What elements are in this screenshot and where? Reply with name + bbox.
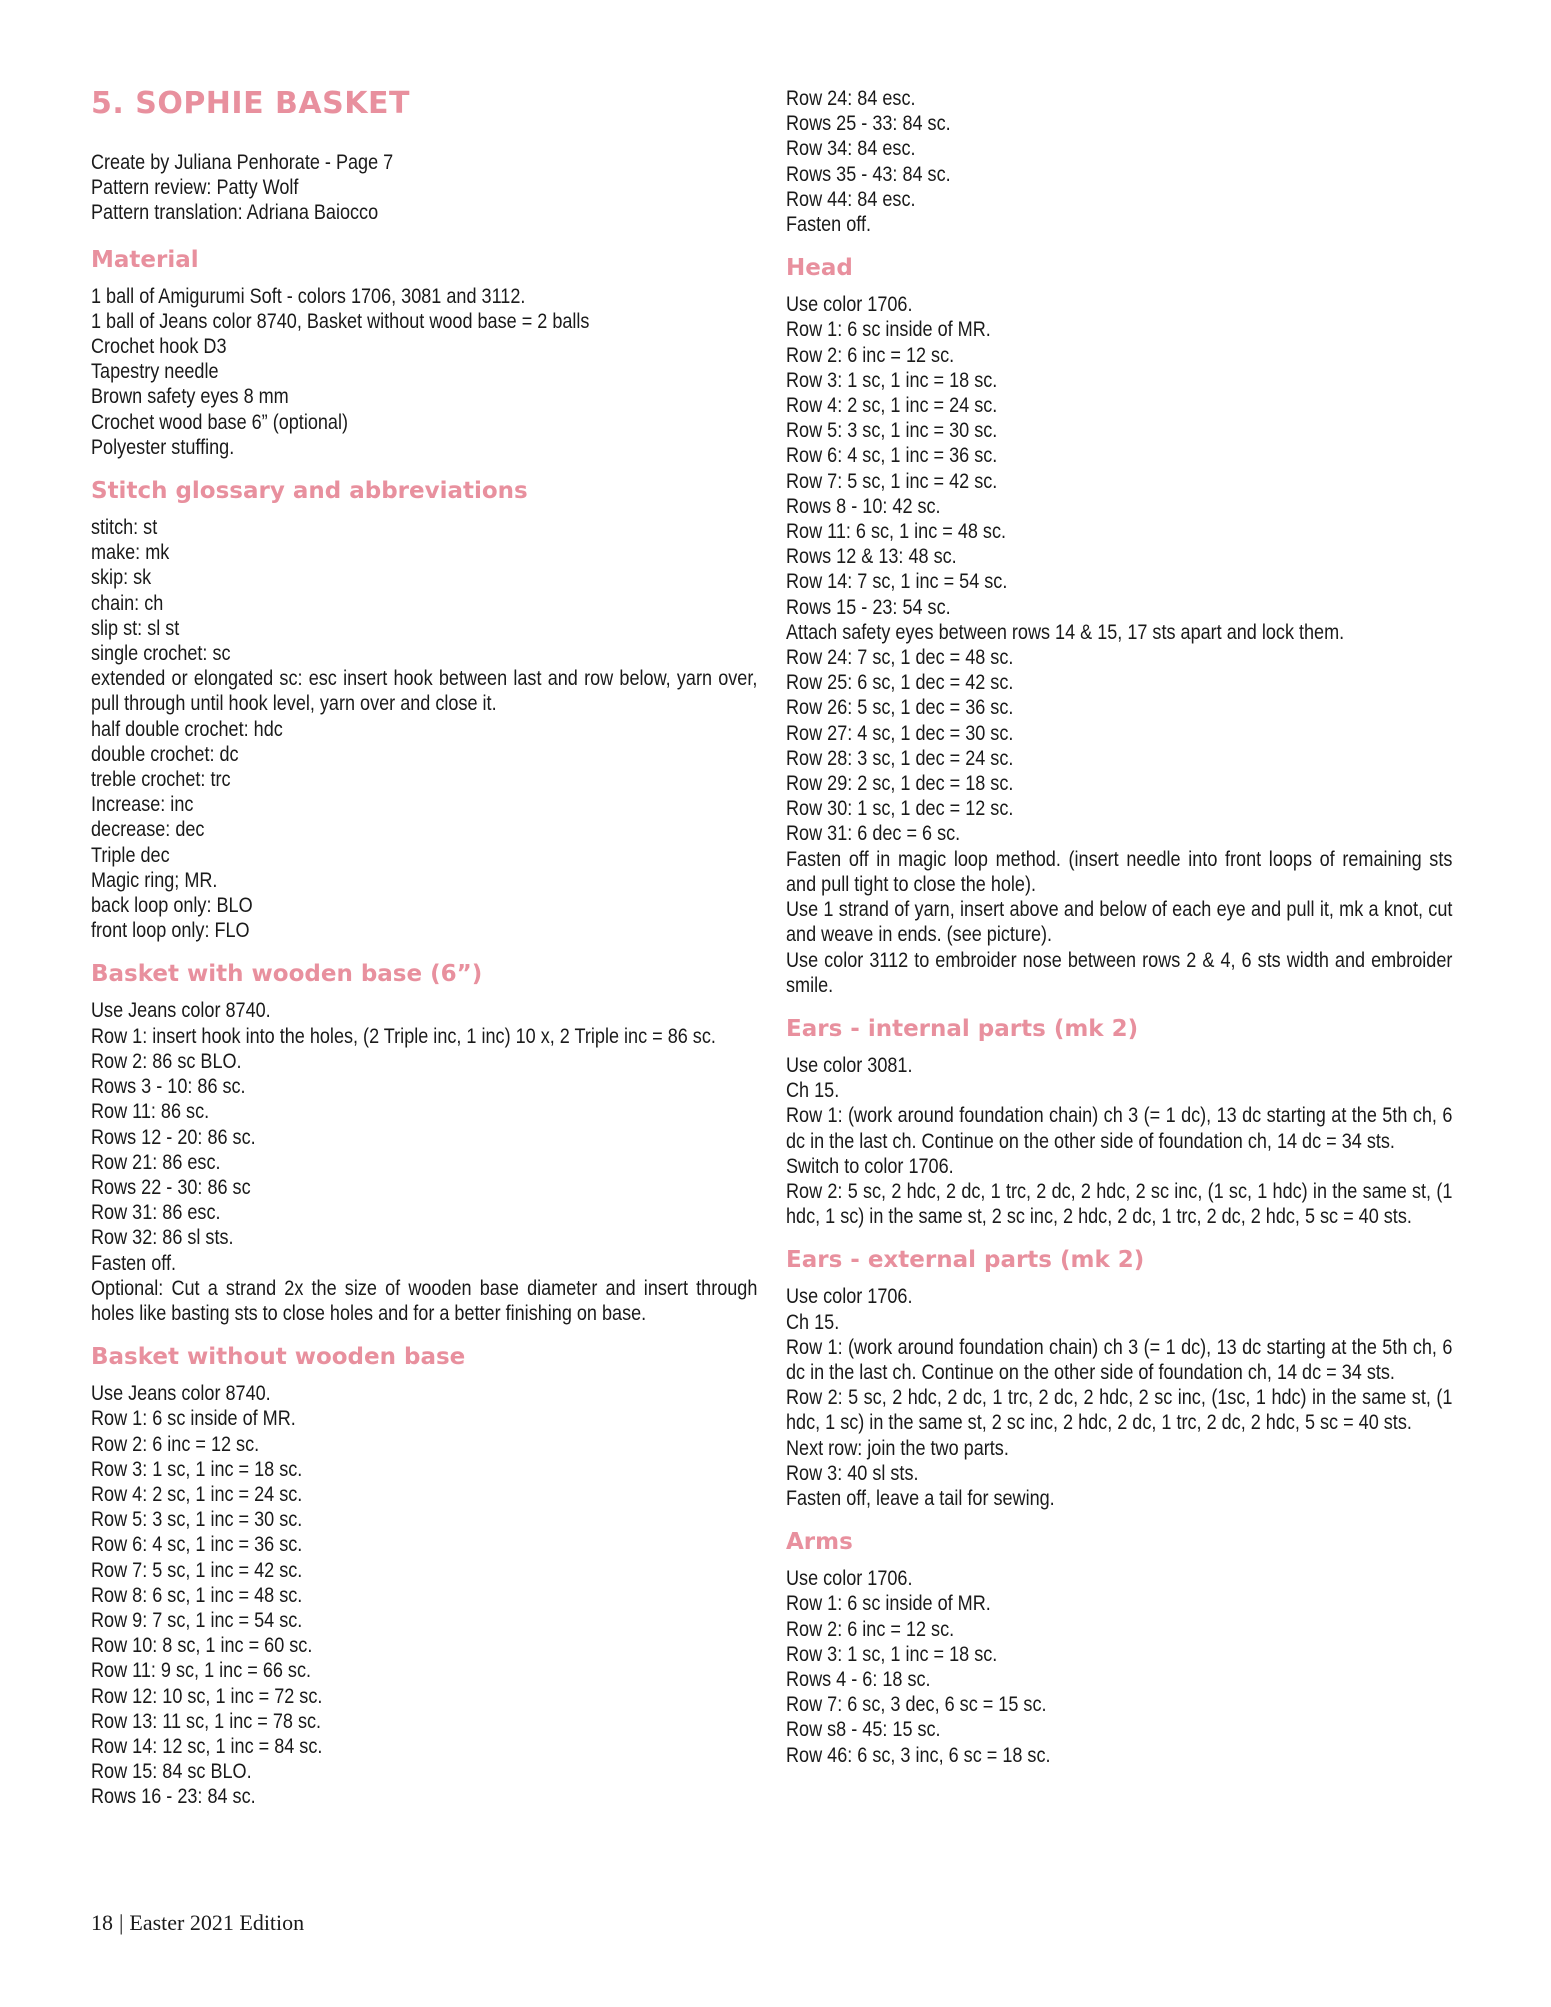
head-section xyxy=(786,254,1454,998)
arms-line: Row s8 - 45: 15 sc. xyxy=(786,1718,941,1742)
head-line: Rows 15 - 23: 54 sc. xyxy=(786,595,951,619)
basket-without-line: Use Jeans color 8740. xyxy=(91,1382,271,1406)
head-line: Row 14: 7 sc, 1 inc = 54 sc. xyxy=(786,570,1008,594)
glossary-line: Triple dec xyxy=(91,843,170,867)
basket-without-line: Row 2: 6 inc = 12 sc. xyxy=(91,1432,260,1456)
basket-without-line: Row 9: 7 sc, 1 inc = 54 sc. xyxy=(91,1608,303,1632)
head-line: Row 31: 6 dec = 6 sc. xyxy=(786,822,961,846)
head-nose: Use color 3112 to embroider nose between rows 2 & 4, 6 sts width and embroider smile. xyxy=(786,948,1453,997)
head-line: Row 27: 4 sc, 1 dec = 30 sc. xyxy=(786,721,1014,745)
head-line: Row 25: 6 sc, 1 dec = 42 sc. xyxy=(786,671,1014,695)
ears-external-line: Fasten off, leave a tail for sewing. xyxy=(786,1486,1055,1510)
basket-wooden-line: Row 32: 86 sl sts. xyxy=(91,1226,234,1250)
glossary-section xyxy=(91,477,759,943)
basket-without-line: Row 12: 10 sc, 1 inc = 72 sc. xyxy=(91,1684,323,1708)
head-fasten: Fasten off in magic loop method. (insert needle into front loops of remaining sts and pull tight to close the hole). xyxy=(786,847,1453,896)
glossary-line: slip st: sl st xyxy=(91,616,180,640)
basket-without-line: Row 8: 6 sc, 1 inc = 48 sc. xyxy=(91,1583,303,1607)
basket-without-line: Row 14: 12 sc, 1 inc = 84 sc. xyxy=(91,1734,323,1758)
head-line: Row 24: 7 sc, 1 dec = 48 sc. xyxy=(786,646,1014,670)
arms-line: Use color 1706. xyxy=(786,1567,913,1591)
arms-line: Row 3: 1 sc, 1 inc = 18 sc. xyxy=(786,1642,998,1666)
arms-line: Row 1: 6 sc inside of MR. xyxy=(786,1592,991,1616)
arms-section xyxy=(786,1528,1454,1768)
basket-without-line: Row 6: 4 sc, 1 inc = 36 sc. xyxy=(91,1533,303,1557)
glossary-line: treble crochet: trc xyxy=(91,768,231,792)
basket-wooden-line: Row 11: 86 sc. xyxy=(91,1100,210,1124)
basket-cont-line: Rows 35 - 43: 84 sc. xyxy=(786,162,951,186)
head-strand: Use 1 strand of yarn, insert above and below of each eye and pull it, mk a knot, cut and weave in ends. (see picture). xyxy=(786,898,1453,947)
right-column xyxy=(786,86,1454,1785)
basket-wooden-heading: Basket with wooden base (6”) xyxy=(91,961,483,988)
head-line: Row 28: 3 sc, 1 dec = 24 sc. xyxy=(786,746,1014,770)
basket-without-line: Row 15: 84 sc BLO. xyxy=(91,1760,252,1784)
basket-wooden-line: Rows 12 - 20: 86 sc. xyxy=(91,1125,256,1149)
material-line: Brown safety eyes 8 mm xyxy=(91,385,289,409)
material-line: Tapestry needle xyxy=(91,360,219,384)
glossary-line: Increase: inc xyxy=(91,793,194,817)
head-line: Row 5: 3 sc, 1 inc = 30 sc. xyxy=(786,419,998,443)
head-line: Row 11: 6 sc, 1 inc = 48 sc. xyxy=(786,520,1007,544)
left-column xyxy=(91,84,759,1827)
arms-heading: Arms xyxy=(786,1529,853,1556)
material-line: 1 ball of Amigurumi Soft - colors 1706, 3081 and 3112. xyxy=(91,284,526,308)
basket-without-line: Row 1: 6 sc inside of MR. xyxy=(91,1407,296,1431)
page-title: 5. SOPHIE BASKET xyxy=(91,86,410,121)
ears-internal-row2: Row 2: 5 sc, 2 hdc, 2 dc, 1 trc, 2 dc, 2 hdc, 2 sc inc, (1 sc, 1 hdc) in the same st, (1 hdc, 1 sc) in the same st, 2 sc inc, 2 hdc, 2 dc, 1 trc, 2 dc, 2 hdc, 5 sc = 40 sts. xyxy=(786,1179,1453,1229)
basket-without-line: Row 4: 2 sc, 1 inc = 24 sc. xyxy=(91,1482,303,1506)
basket-wooden-line: Row 21: 86 esc. xyxy=(91,1150,221,1174)
basket-without-section xyxy=(91,1343,759,1809)
ears-external-line: Next row: join the two parts. xyxy=(786,1436,1009,1460)
basket-cont-line: Rows 25 - 33: 84 sc. xyxy=(786,112,951,136)
basket-cont-line: Fasten off. xyxy=(786,213,872,237)
basket-continued xyxy=(786,86,1454,237)
head-line: Use color 1706. xyxy=(786,293,913,317)
basket-wooden-line: Row 2: 86 sc BLO. xyxy=(91,1049,242,1073)
material-line: Crochet wood base 6” (optional) xyxy=(91,410,349,434)
ears-external-line: Row 3: 40 sl sts. xyxy=(786,1461,919,1485)
arms-line: Row 7: 6 sc, 3 dec, 6 sc = 15 sc. xyxy=(786,1693,1047,1717)
basket-without-line: Row 5: 3 sc, 1 inc = 30 sc. xyxy=(91,1508,303,1532)
arms-line: Rows 4 - 6: 18 sc. xyxy=(786,1667,931,1691)
glossary-line: front loop only: FLO xyxy=(91,919,250,943)
basket-cont-line: Row 34: 84 esc. xyxy=(786,137,916,161)
glossary-line: skip: sk xyxy=(91,566,152,590)
edition-label: Easter 2021 Edition xyxy=(129,1910,305,1935)
basket-without-line: Row 7: 5 sc, 1 inc = 42 sc. xyxy=(91,1558,303,1582)
ears-internal-section xyxy=(786,1015,1454,1229)
basket-wooden-optional: Optional: Cut a strand 2x the size of wooden base diameter and insert through holes like basting sts to close holes and for a better finishing on base. xyxy=(91,1276,758,1325)
ears-external-line: Ch 15. xyxy=(786,1310,840,1334)
basket-cont-line: Row 24: 84 esc. xyxy=(786,87,916,110)
material-heading: Material xyxy=(91,246,199,273)
page-footer xyxy=(91,1910,304,1936)
arms-line: Row 46: 6 sc, 3 inc, 6 sc = 18 sc. xyxy=(786,1743,1051,1767)
basket-wooden-line: Rows 3 - 10: 86 sc. xyxy=(91,1075,246,1099)
basket-wooden-section xyxy=(91,960,759,1326)
glossary-line: back loop only: BLO xyxy=(91,894,253,918)
ears-internal-line: Use color 3081. xyxy=(786,1053,913,1077)
material-line: Crochet hook D3 xyxy=(91,335,227,359)
basket-wooden-line: Use Jeans color 8740. xyxy=(91,999,271,1023)
basket-wooden-row1: Row 1: insert hook into the holes, (2 Triple inc, 1 inc) 10 x, 2 Triple inc = 86 sc. xyxy=(91,1024,716,1048)
head-line: Rows 8 - 10: 42 sc. xyxy=(786,494,941,518)
head-line: Rows 12 & 13: 48 sc. xyxy=(786,545,957,569)
basket-without-line: Row 3: 1 sc, 1 inc = 18 sc. xyxy=(91,1457,303,1481)
head-line: Row 4: 2 sc, 1 inc = 24 sc. xyxy=(786,394,998,418)
basket-without-line: Row 10: 8 sc, 1 inc = 60 sc. xyxy=(91,1634,313,1658)
ears-external-section xyxy=(786,1246,1454,1511)
head-line: Attach safety eyes between rows 14 & 15, 17 sts apart and lock them. xyxy=(786,620,1345,644)
glossary-line: stitch: st xyxy=(91,516,158,540)
glossary-line: make: mk xyxy=(91,541,170,565)
basket-wooden-line: Fasten off. xyxy=(91,1251,177,1275)
head-line: Row 3: 1 sc, 1 inc = 18 sc. xyxy=(786,368,998,392)
head-line: Row 26: 5 sc, 1 dec = 36 sc. xyxy=(786,696,1014,720)
head-line: Row 7: 5 sc, 1 inc = 42 sc. xyxy=(786,469,998,493)
credit-review: Pattern review: Patty Wolf xyxy=(91,176,299,200)
ears-internal-heading: Ears - internal parts (mk 2) xyxy=(786,1015,1139,1042)
glossary-line: chain: ch xyxy=(91,591,164,615)
basket-without-line: Rows 16 - 23: 84 sc. xyxy=(91,1785,256,1809)
material-line: 1 ball of Jeans color 8740, Basket without wood base = 2 balls xyxy=(91,309,590,333)
glossary-line: half double crochet: hdc xyxy=(91,717,283,741)
glossary-line: Magic ring; MR. xyxy=(91,868,218,892)
basket-without-heading: Basket without wooden base xyxy=(91,1344,466,1371)
head-line: Row 29: 2 sc, 1 dec = 18 sc. xyxy=(786,772,1014,796)
ears-external-row2: Row 2: 5 sc, 2 hdc, 2 dc, 1 trc, 2 dc, 2 hdc, 2 sc inc, (1sc, 1 hdc) in the same st, (1 hdc, 1 sc) in the same st, 2 sc inc, 2 hdc, 2 dc, 1 trc, 2 dc, 2 hdc, 5 sc = 40 sts. xyxy=(786,1386,1453,1435)
basket-wooden-line: Rows 22 - 30: 86 sc xyxy=(91,1175,251,1199)
head-heading: Head xyxy=(786,255,853,282)
page-number: 18 xyxy=(91,1910,113,1935)
head-line: Row 1: 6 sc inside of MR. xyxy=(786,318,991,342)
credit-author: Create by Juliana Penhorate - Page 7 xyxy=(91,151,394,174)
basket-cont-line: Row 44: 84 esc. xyxy=(786,187,916,211)
ears-external-line: Use color 1706. xyxy=(786,1285,913,1309)
ears-external-heading: Ears - external parts (mk 2) xyxy=(786,1247,1145,1274)
ears-internal-switch: Switch to color 1706. xyxy=(786,1154,954,1178)
head-line: Row 2: 6 inc = 12 sc. xyxy=(786,343,955,367)
ears-internal-row1: Row 1: (work around foundation chain) ch 3 (= 1 dc), 13 dc starting at the 5th ch, 6 dc in the last ch. Continue on the other side of foundation ch, 14 dc = 34 sts. xyxy=(786,1104,1453,1153)
footer-separator: | xyxy=(119,1910,124,1935)
credits xyxy=(91,150,759,226)
arms-line: Row 2: 6 inc = 12 sc. xyxy=(786,1617,955,1641)
basket-without-line: Row 11: 9 sc, 1 inc = 66 sc. xyxy=(91,1659,312,1683)
material-section xyxy=(91,246,759,460)
ears-internal-line: Ch 15. xyxy=(786,1079,840,1103)
glossary-line: decrease: dec xyxy=(91,818,205,842)
glossary-line: double crochet: dc xyxy=(91,742,239,766)
glossary-line: single crochet: sc xyxy=(91,642,231,666)
head-line: Row 30: 1 sc, 1 dec = 12 sc. xyxy=(786,797,1014,821)
glossary-heading: Stitch glossary and abbreviations xyxy=(91,478,528,505)
material-line: Polyester stuffing. xyxy=(91,435,235,459)
basket-wooden-line: Row 31: 86 esc. xyxy=(91,1201,221,1225)
glossary-extended: extended or elongated sc: esc insert hook between last and row below, yarn over, pull through until hook level, yarn over and close it. xyxy=(91,667,758,716)
basket-without-line: Row 13: 11 sc, 1 inc = 78 sc. xyxy=(91,1709,322,1733)
head-line: Row 6: 4 sc, 1 inc = 36 sc. xyxy=(786,444,998,468)
credit-translation: Pattern translation: Adriana Baiocco xyxy=(91,201,379,225)
ears-external-row1: Row 1: (work around foundation chain) ch 3 (= 1 dc), 13 dc starting at the 5th ch, 6 dc in the last ch. Continue on the other side of foundation ch, 14 dc = 34 sts. xyxy=(786,1335,1453,1384)
